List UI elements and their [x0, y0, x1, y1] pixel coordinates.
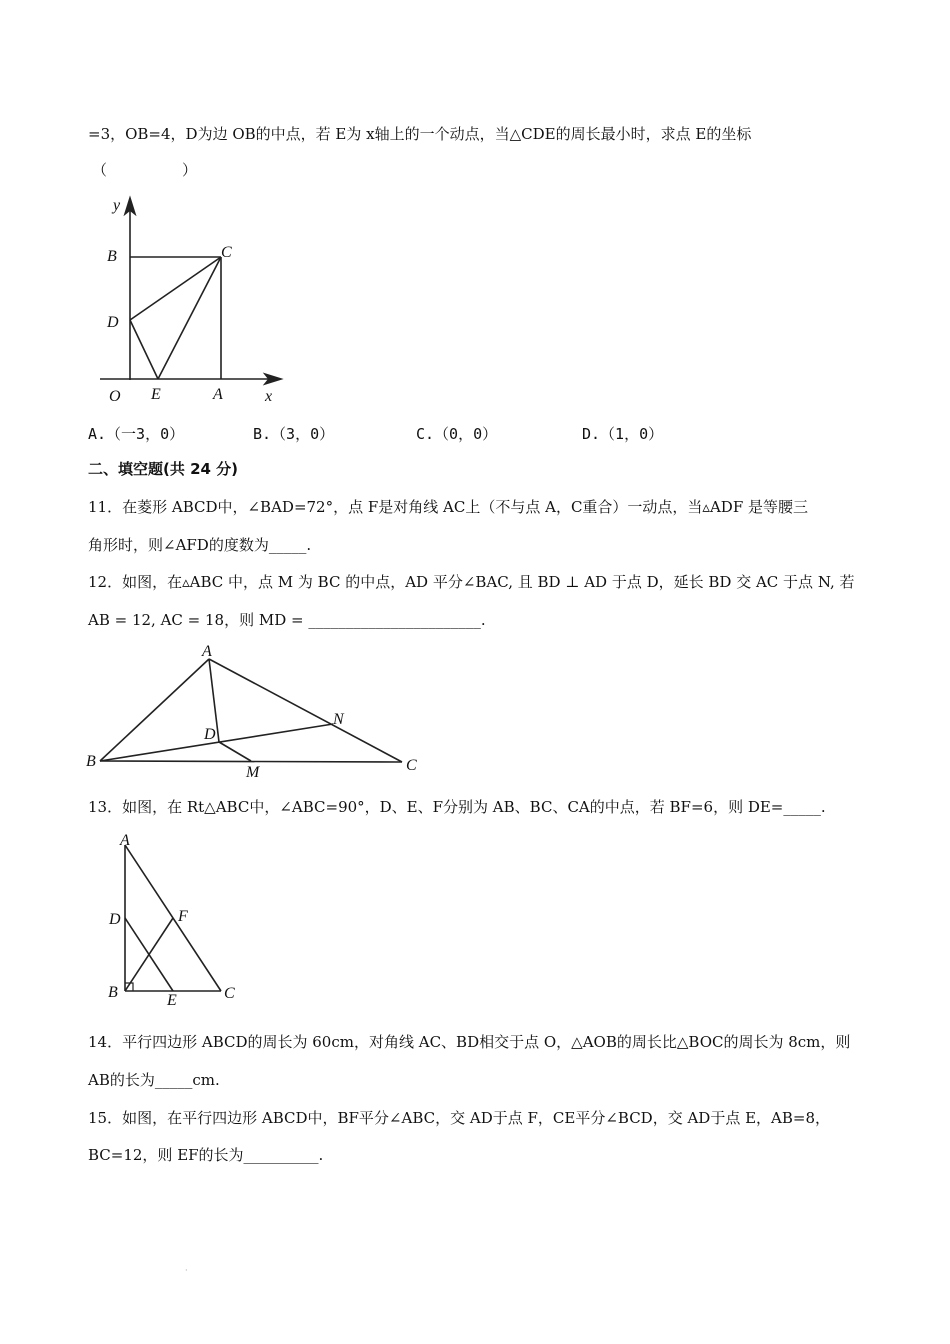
- label-b: B: [108, 984, 118, 1001]
- segment-dc: [130, 257, 221, 320]
- q12-figure: [80, 640, 430, 785]
- segment-dm: [219, 742, 251, 761]
- segment-de: [130, 320, 158, 379]
- q14-text-line2: AB的长为_____cm.: [88, 1071, 220, 1089]
- q12-text-line2: AB = 12, AC = 18，则 MD = _______________________.: [88, 611, 486, 629]
- label-c: C: [221, 244, 232, 261]
- label-y: y: [113, 197, 121, 214]
- segment-bc: [100, 761, 402, 762]
- label-a: A: [120, 832, 130, 849]
- label-x: x: [265, 388, 273, 405]
- q11-text-line1: 11．在菱形 ABCD中，∠BAD=72°，点 F是对角线 AC上（不与点 A，C重合）一动点，当▵ADF 是等腰三: [88, 498, 808, 516]
- label-c: C: [224, 985, 235, 1002]
- label-d: D: [107, 314, 119, 331]
- q15-text-line2: BC=12，则 EF的长为__________.: [88, 1146, 324, 1164]
- section-heading: 二、填空题(共 24 分): [88, 460, 239, 478]
- q10-option-c: C.（0，0）: [416, 425, 498, 443]
- q10-text-line1: =3，OB=4，D为边 OB的中点，若 E为 x轴上的一个动点，当△CDE的周长最小时，求点 E的坐标: [88, 125, 752, 143]
- q10-option-b: B.（3，0）: [253, 425, 335, 443]
- label-n: N: [333, 711, 344, 728]
- label-a: A: [202, 643, 212, 660]
- q10-answer-blank: （ ）: [92, 161, 198, 179]
- q10-option-d: D.（1，0）: [582, 425, 664, 443]
- q10-option-a: A.（一3，0）: [88, 425, 185, 443]
- segment-ac: [209, 659, 402, 762]
- label-e: E: [167, 992, 177, 1009]
- segment-bn: [100, 724, 333, 761]
- label-m: M: [246, 764, 260, 781]
- q11-text-line2: 角形时，则∠AFD的度数为_____.: [88, 536, 312, 554]
- segment-ec: [158, 257, 221, 379]
- label-b: B: [86, 753, 96, 770]
- q14-text-line1: 14．平行四边形 ABCD的周长为 60cm，对角线 AC、BD相交于点 O，△AOB的周长比△BOC的周长为 8cm，则: [88, 1033, 851, 1051]
- footer-dot: ·: [185, 1266, 188, 1275]
- label-c: C: [406, 757, 417, 774]
- label-b: B: [107, 248, 117, 265]
- q10-figure: [95, 190, 295, 410]
- q13-figure: [100, 825, 250, 1010]
- label-d: D: [109, 911, 121, 928]
- label-e: E: [151, 386, 161, 403]
- label-d: D: [204, 726, 216, 743]
- label-o: O: [109, 388, 121, 405]
- q12-text-line1: 12．如图，在▵ABC 中，点 M 为 BC 的中点，AD 平分∠BAC, 且 BD ⊥ AD 于点 D，延长 BD 交 AC 于点 N, 若: [88, 573, 855, 591]
- q13-text-line1: 13．如图，在 Rt△ABC中，∠ABC=90°，D、E、F分别为 AB、BC、CA的中点，若 BF=6，则 DE=_____.: [88, 798, 826, 816]
- label-f: F: [178, 908, 188, 925]
- label-a: A: [213, 386, 223, 403]
- q15-text-line1: 15．如图，在平行四边形 ABCD中，BF平分∠ABC，交 AD于点 F，CE平分∠BCD，交 AD于点 E，AB=8，: [88, 1109, 831, 1127]
